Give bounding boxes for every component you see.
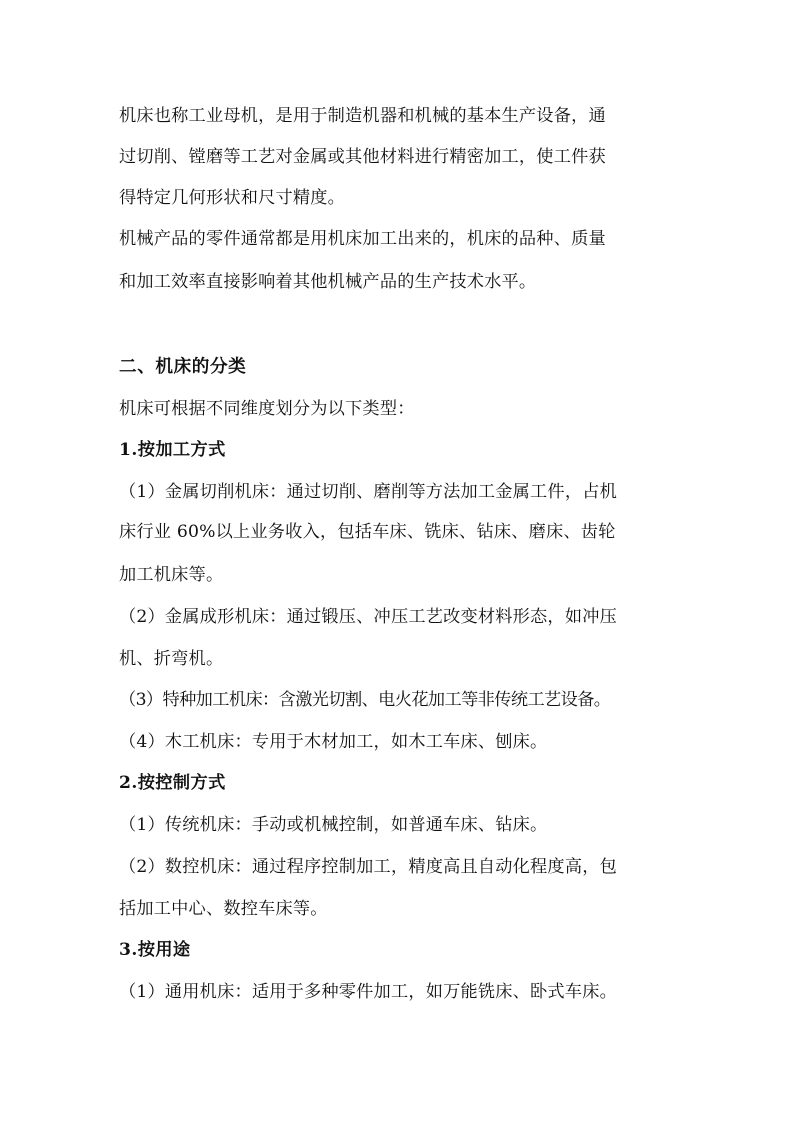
control-item-1: （1）传统机床：手动或机械控制，如普通车床、钻床。 [119,815,548,835]
section-lead: 机床可根据不同维度划分为以下类型： [119,399,415,419]
control-item-2-line-2: 括加工中心、数控车床等。 [119,899,328,919]
subheading-by-method: 1.按加工方式 [119,440,226,460]
method-item-4: （4）木工机床：专用于木材加工，如木工车床、刨床。 [119,732,548,752]
method-item-2-line-1: （2）金属成形机床：通过锻压、冲压工艺改变材料形态，如冲压 [119,607,617,627]
intro-paragraph-1-line-2: 过切削、镗磨等工艺对金属或其他材料进行精密加工，使工件获 [119,147,606,167]
intro-paragraph-1-line-3: 得特定几何形状和尺寸精度。 [119,188,346,208]
control-item-2-line-1: （2）数控机床：通过程序控制加工，精度高且自动化程度高，包 [119,857,617,877]
method-item-3: （3）特种加工机床：含激光切割、电火花加工等非传统工艺设备。 [119,690,611,710]
intro-paragraph-2-line-2: 和加工效率直接影响着其他机械产品的生产技术水平。 [119,272,537,292]
subheading-by-use: 3.按用途 [119,940,191,960]
section-heading: 二、机床的分类 [119,357,247,377]
subheading-by-control: 2.按控制方式 [119,773,226,793]
intro-paragraph-2-line-1: 机械产品的零件通常都是用机床加工出来的，机床的品种、质量 [119,229,606,249]
use-item-1: （1）通用机床：适用于多种零件加工，如万能铣床、卧式车床。 [119,982,617,1002]
method-item-1-line-3: 加工机床等。 [119,565,224,585]
method-item-1-line-2: 床行业 60%以上业务收入，包括车床、铣床、钻床、磨床、齿轮 [119,522,616,542]
method-item-1-line-1: （1）金属切削机床：通过切削、磨削等方法加工金属工件，占机 [119,482,617,502]
method-item-2-line-2: 机、折弯机。 [119,649,224,669]
intro-paragraph-1-line-1: 机床也称工业母机，是用于制造机器和机械的基本生产设备，通 [119,106,606,126]
